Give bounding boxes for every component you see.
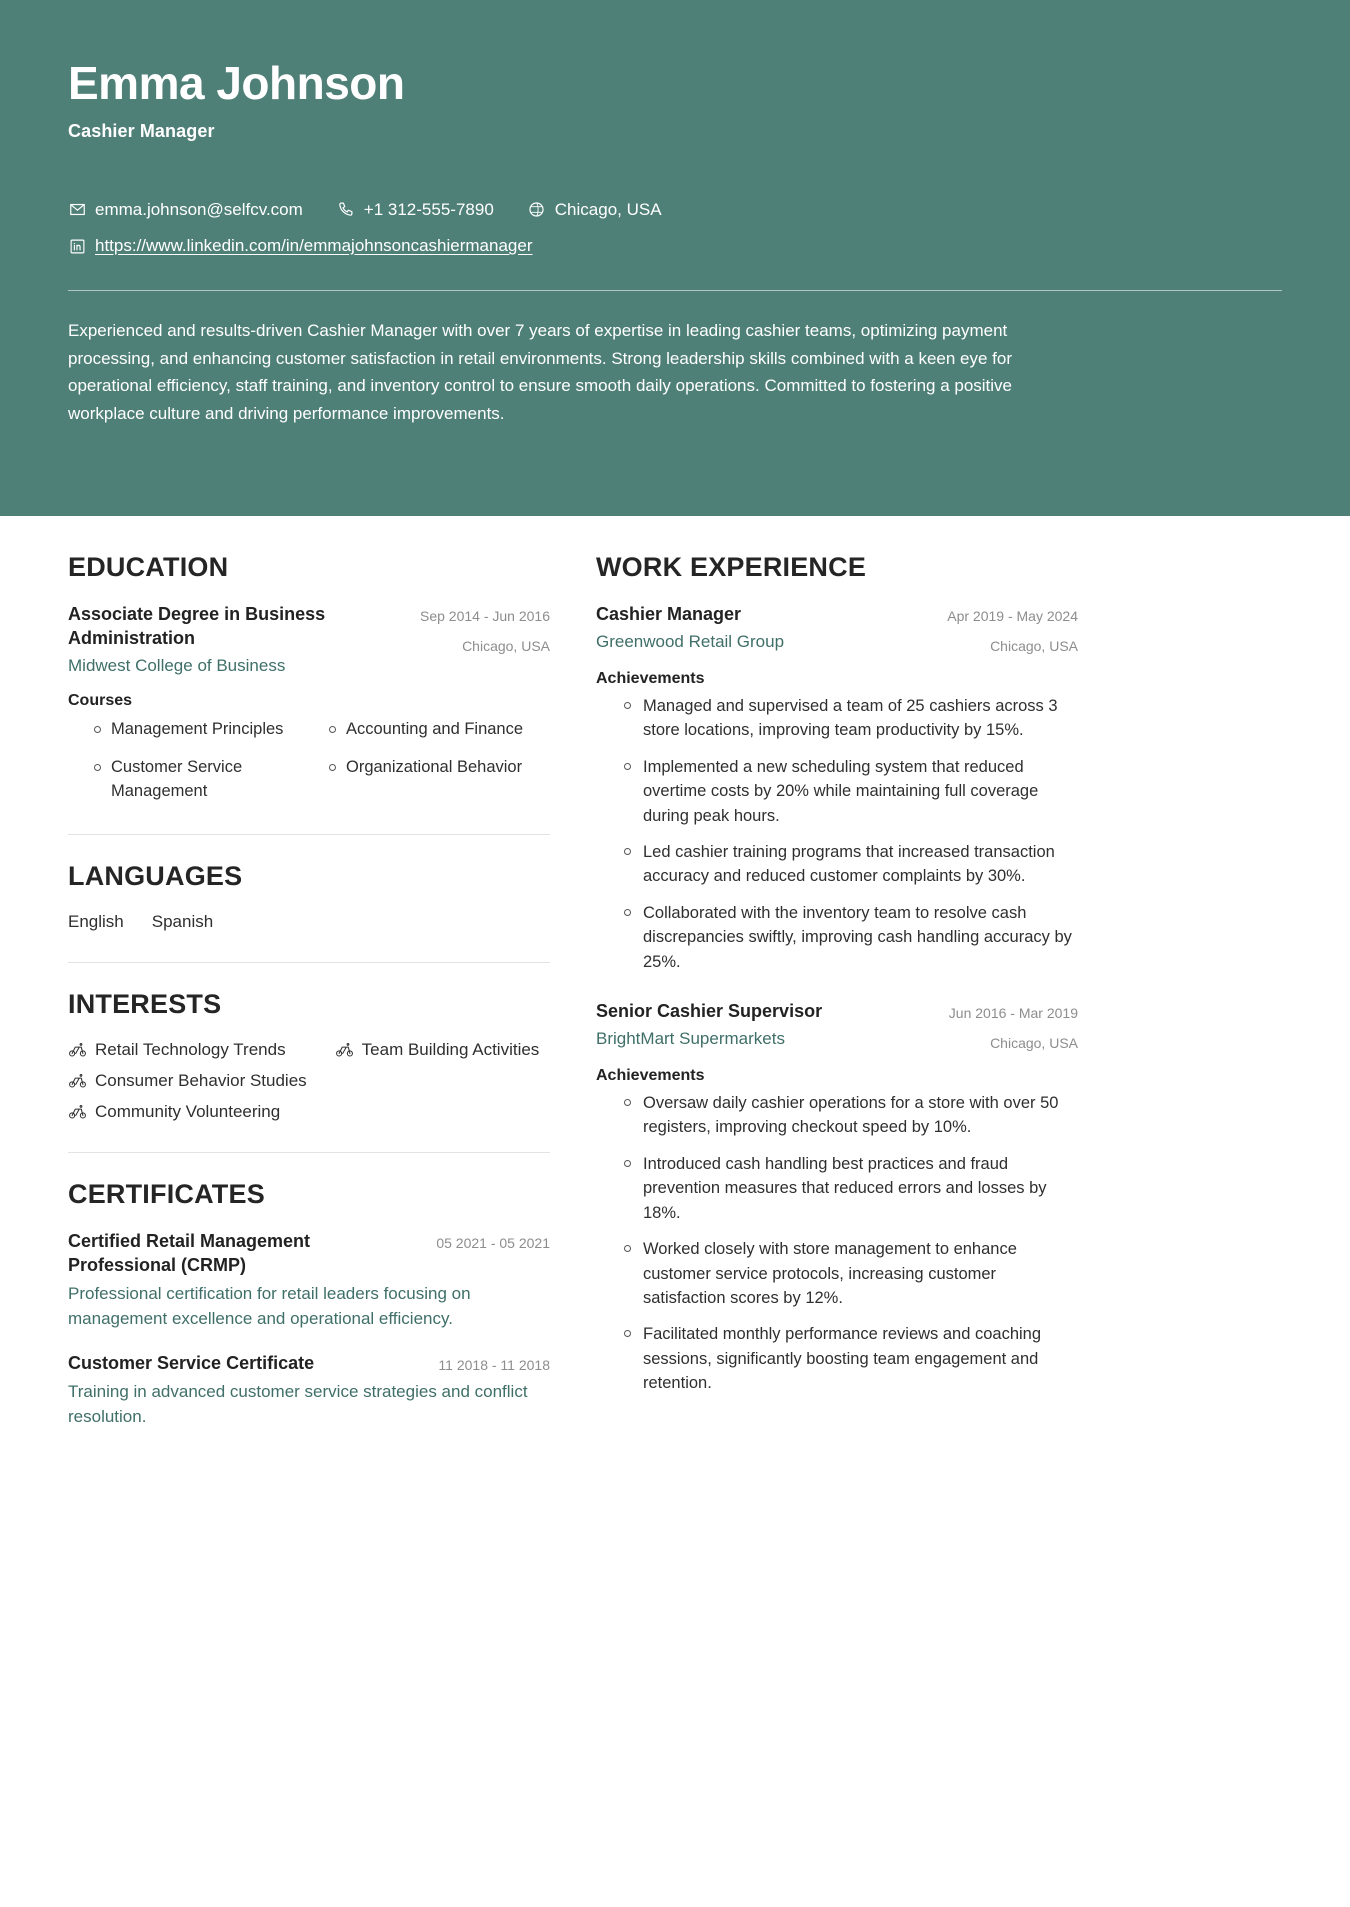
email-icon [68, 201, 86, 219]
professional-summary: Experienced and results-driven Cashier Manager with over 7 years of expertise in leading cashier teams, optimizing payment processing, and enhancing customer satisfaction in retail environments. Strong leadership skills combined with a keen eye for operational efficiency, staff training, and inventory control to ensure smooth daily operations. Committed to fostering a positive workplace culture and driving performance improvements. [68, 321, 1013, 423]
bicycle-icon [68, 1102, 87, 1121]
achievement-item [624, 755, 1078, 828]
course-label: Accounting and Finance [346, 720, 524, 739]
bullet-icon [94, 764, 101, 771]
job-entry [596, 1000, 1078, 1395]
certificates-section [68, 1179, 550, 1430]
contact-location-text: Chicago, USA [554, 199, 662, 219]
interest-label: Retail Technology Trends [95, 1039, 286, 1059]
language-item: Spanish [151, 911, 214, 931]
achievement-item [624, 1237, 1078, 1310]
achievement-item [624, 1152, 1078, 1225]
work-experience-section [596, 552, 1078, 1396]
contact-linkedin[interactable] [68, 230, 1282, 262]
achievement-text: Implemented a new scheduling system that reduced overtime costs by 20% while maintaining full coverage during peak hours. [643, 757, 1039, 825]
course-item [329, 718, 550, 742]
education-school: Midwest College of Business [68, 655, 286, 675]
courses-list [94, 718, 550, 804]
bullet-icon [624, 1245, 631, 1252]
section-divider [68, 1152, 550, 1153]
achievement-text: Collaborated with the inventory team to resolve cash discrepancies swiftly, improving cash handling accuracy by 25%. [643, 903, 1072, 971]
contact-location [528, 194, 662, 226]
interest-label: Consumer Behavior Studies [95, 1070, 307, 1090]
bullet-icon [624, 763, 631, 770]
achievement-text: Oversaw daily cashier operations for a store with over 50 registers, improving checkout speed by 10%. [643, 1094, 1059, 1137]
linkedin-icon [68, 237, 86, 255]
interests-list [68, 1040, 550, 1122]
right-column [596, 552, 1078, 1422]
achievement-text: Worked closely with store management to enhance customer service protocols, increasing customer satisfaction scores by 12%. [643, 1240, 1017, 1307]
certificates-title: CERTIFICATES [68, 1178, 265, 1209]
languages-section [68, 861, 550, 932]
achievement-text: Managed and supervised a team of 25 cashiers across 3 store locations, improving team productivity by 15%. [643, 697, 1058, 740]
interests-section [68, 989, 550, 1122]
interests-title: INTERESTS [68, 988, 222, 1019]
certificate-date: 11 2018 - 11 2018 [438, 1356, 550, 1373]
achievements-list [624, 694, 1078, 974]
bullet-icon [94, 726, 101, 733]
bullet-icon [329, 726, 336, 733]
job-date: Jun 2016 - Mar 2019 [948, 1005, 1078, 1022]
achievements-label: Achievements [596, 670, 705, 687]
bullet-icon [624, 702, 631, 709]
achievements-label: Achievements [596, 1067, 705, 1085]
section-divider [68, 834, 550, 835]
achievement-text: Facilitated monthly performance reviews and coaching sessions, significantly boosting team engagement and retention. [643, 1325, 1042, 1393]
location-icon [528, 201, 546, 219]
candidate-name: Emma Johnson [68, 57, 405, 109]
education-degree: Associate Degree in Business Administration [68, 604, 326, 648]
education-title: EDUCATION [68, 552, 229, 582]
bicycle-icon [335, 1040, 354, 1059]
contact-phone-text: +1 312-555-7890 [363, 199, 494, 219]
job-position: Cashier Manager [596, 604, 742, 624]
interest-label: Team Building Activities [361, 1039, 540, 1059]
course-item [94, 756, 315, 804]
certificate-name: Certified Retail Management Professional (CRMP) [68, 1230, 311, 1275]
courses-label: Courses [68, 692, 133, 710]
bicycle-icon [68, 1040, 87, 1059]
languages-list [68, 912, 550, 932]
bullet-icon [624, 1160, 631, 1167]
job-company: Greenwood Retail Group [596, 631, 785, 651]
certificate-entry [68, 1230, 550, 1332]
job-date: Apr 2019 - May 2024 [947, 608, 1078, 624]
certificate-name: Customer Service Certificate [68, 1352, 315, 1373]
header-divider [68, 290, 1282, 291]
phone-icon [337, 201, 355, 219]
job-entry [596, 603, 1078, 974]
job-company: BrightMart Supermarkets [596, 1029, 785, 1048]
education-date: Sep 2014 - Jun 2016 [420, 608, 550, 624]
achievement-item [624, 1091, 1078, 1140]
achievement-item [624, 840, 1078, 889]
certificate-description: Professional certification for retail leaders focusing on management excellence and operational efficiency. [68, 1283, 471, 1329]
interest-item [68, 1040, 307, 1060]
bullet-icon [624, 848, 631, 855]
section-divider [68, 962, 550, 963]
language-item: English [68, 911, 124, 931]
bullet-icon [624, 909, 631, 916]
bicycle-icon [68, 1071, 87, 1090]
contact-email[interactable] [68, 194, 303, 226]
achievement-text: Introduced cash handling best practices and fraud prevention measures that reduced errors and losses by 18%. [643, 1154, 1047, 1222]
job-location: Chicago, USA [990, 1035, 1078, 1052]
interest-item [68, 1071, 307, 1091]
achievement-item [624, 1322, 1078, 1395]
achievement-item [624, 901, 1078, 974]
course-label: Customer Service Management [111, 758, 243, 801]
job-location: Chicago, USA [990, 638, 1078, 654]
course-label: Organizational Behavior [346, 758, 523, 777]
certificate-description: Training in advanced customer service strategies and conflict resolution. [68, 1381, 528, 1427]
candidate-job-title: Cashier Manager [68, 120, 215, 141]
contact-info [68, 194, 1282, 263]
certificate-date: 05 2021 - 05 2021 [436, 1234, 550, 1251]
left-column [68, 552, 550, 1450]
bullet-icon [624, 1330, 631, 1337]
job-position: Senior Cashier Supervisor [596, 1001, 823, 1022]
course-label: Management Principles [111, 720, 284, 739]
certificate-entry [68, 1352, 550, 1430]
course-item [329, 756, 550, 804]
resume-header [0, 0, 1350, 516]
education-section [68, 552, 550, 804]
education-entry [68, 603, 550, 804]
work-experience-title: WORK EXPERIENCE [596, 552, 867, 582]
education-location: Chicago, USA [462, 638, 550, 654]
achievements-list [624, 1091, 1078, 1395]
bullet-icon [329, 764, 336, 771]
achievement-item [624, 694, 1078, 743]
contact-email-text: emma.johnson@selfcv.com [95, 199, 303, 219]
interest-item [335, 1040, 540, 1060]
interest-item [68, 1102, 307, 1122]
achievement-text: Led cashier training programs that increased transaction accuracy and reduced customer complaints by 30%. [643, 843, 1055, 886]
resume-body [0, 516, 1350, 1450]
contact-phone[interactable] [337, 194, 494, 226]
course-item [94, 718, 315, 742]
contact-linkedin-text[interactable]: https://www.linkedin.com/in/emmajohnsoncashiermanager [95, 235, 533, 255]
languages-title: LANGUAGES [68, 860, 243, 891]
bullet-icon [624, 1099, 631, 1106]
interest-label: Community Volunteering [95, 1101, 281, 1121]
